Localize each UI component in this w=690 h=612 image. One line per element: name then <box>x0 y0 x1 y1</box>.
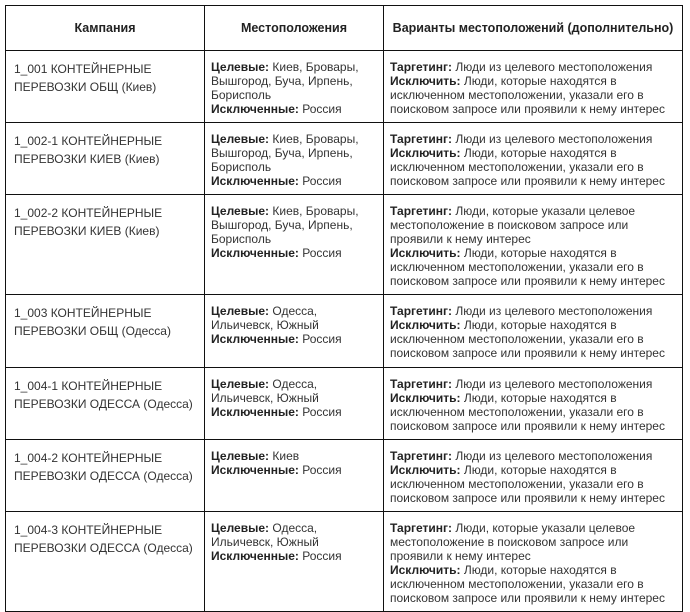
targeting-option <box>390 449 652 463</box>
campaign-locations-table-container <box>5 5 683 612</box>
table-row <box>6 512 683 612</box>
campaign-name: 1_004-1 КОНТЕЙНЕРНЫЕ ПЕРЕВОЗКИ ОДЕССА (Одесса) <box>14 379 193 411</box>
targeting-option <box>390 132 652 146</box>
target-label: Целевые: <box>211 132 270 146</box>
locations-cell <box>205 368 384 440</box>
campaign-name: 1_004-3 КОНТЕЙНЕРНЫЕ ПЕРЕВОЗКИ ОДЕССА (Одесса) <box>14 523 193 555</box>
targeting-value: Люди из целевого местоположения <box>455 377 653 391</box>
exclude-label: Исключить: <box>390 318 461 332</box>
excluded-locations <box>211 174 342 188</box>
locations-cell <box>205 512 384 612</box>
exclude-value: Люди, которые находятся в исключенном местоположении, указали его в поисковом запросе или проявили к нему интерес <box>390 246 665 288</box>
campaign-name: 1_001 КОНТЕЙНЕРНЫЕ ПЕРЕВОЗКИ ОБЩ (Киев) <box>14 62 157 94</box>
table-body <box>6 51 683 612</box>
location-options-cell <box>384 195 683 295</box>
exclude-value: Люди, которые находятся в исключенном местоположении, указали его в поисковом запросе или проявили к нему интерес <box>390 391 665 433</box>
table-row <box>6 295 683 368</box>
targeting-value: Люди, которые указали целевое местоположение в поисковом запросе или проявили к нему интерес <box>390 204 636 246</box>
excluded-label: Исключенные: <box>211 174 299 188</box>
targeting-value: Люди из целевого местоположения <box>455 449 653 463</box>
targeting-option <box>390 521 635 563</box>
location-options-cell <box>384 123 683 195</box>
targeting-option <box>390 304 652 318</box>
exclude-option <box>390 563 665 605</box>
target-label: Целевые: <box>211 521 270 535</box>
targeting-value: Люди, которые указали целевое местоположение в поисковом запросе или проявили к нему интерес <box>390 521 636 563</box>
excluded-label: Исключенные: <box>211 405 299 419</box>
table-row <box>6 440 683 512</box>
campaign-name: 1_002-2 КОНТЕЙНЕРНЫЕ ПЕРЕВОЗКИ КИЕВ (Киев) <box>14 206 163 238</box>
targeting-label: Таргетинг: <box>390 60 453 74</box>
targeting-value: Люди из целевого местоположения <box>455 60 653 74</box>
targeting-label: Таргетинг: <box>390 521 453 535</box>
targeting-option <box>390 60 652 74</box>
targeting-option <box>390 377 652 391</box>
campaign-cell <box>6 440 205 512</box>
location-options-cell <box>384 512 683 612</box>
exclude-value: Люди, которые находятся в исключенном местоположении, указали его в поисковом запросе или проявили к нему интерес <box>390 463 665 505</box>
table-row <box>6 51 683 123</box>
campaign-locations-table <box>5 5 683 612</box>
locations-cell <box>205 440 384 512</box>
excluded-value: Россия <box>302 246 342 260</box>
locations-cell <box>205 51 384 123</box>
excluded-locations <box>211 549 342 563</box>
table-row <box>6 195 683 295</box>
targeting-label: Таргетинг: <box>390 304 453 318</box>
target-locations <box>211 449 299 463</box>
excluded-locations <box>211 102 342 116</box>
exclude-value: Люди, которые находятся в исключенном местоположении, указали его в поисковом запросе или проявили к нему интерес <box>390 318 665 360</box>
campaign-cell <box>6 123 205 195</box>
header-locations: Местоположения <box>205 6 384 51</box>
excluded-value: Россия <box>302 405 342 419</box>
excluded-label: Исключенные: <box>211 332 299 346</box>
exclude-label: Исключить: <box>390 463 461 477</box>
locations-cell <box>205 123 384 195</box>
target-locations <box>211 521 319 549</box>
exclude-value: Люди, которые находятся в исключенном местоположении, указали его в поисковом запросе или проявили к нему интерес <box>390 146 665 188</box>
target-value: Киев <box>272 449 300 463</box>
exclude-option <box>390 318 665 360</box>
target-value: Киев, Бровары, Вышгород, Буча, Ирпень, Борисполь <box>211 132 359 174</box>
excluded-locations <box>211 405 342 419</box>
targeting-label: Таргетинг: <box>390 449 453 463</box>
exclude-label: Исключить: <box>390 146 461 160</box>
exclude-value: Люди, которые находятся в исключенном местоположении, указали его в поисковом запросе или проявили к нему интерес <box>390 563 665 605</box>
header-row <box>6 6 683 51</box>
target-locations <box>211 204 359 246</box>
location-options-cell <box>384 368 683 440</box>
campaign-name: 1_004-2 КОНТЕЙНЕРНЫЕ ПЕРЕВОЗКИ ОДЕССА (Одесса) <box>14 451 193 483</box>
targeting-value: Люди из целевого местоположения <box>455 132 653 146</box>
excluded-locations <box>211 246 342 260</box>
exclude-value: Люди, которые находятся в исключенном местоположении, указали его в поисковом запросе или проявили к нему интерес <box>390 74 665 116</box>
campaign-name: 1_002-1 КОНТЕЙНЕРНЫЕ ПЕРЕВОЗКИ КИЕВ (Киев) <box>14 134 163 166</box>
target-locations <box>211 377 319 405</box>
excluded-label: Исключенные: <box>211 549 299 563</box>
excluded-value: Россия <box>302 549 342 563</box>
excluded-value: Россия <box>302 102 342 116</box>
table-row <box>6 123 683 195</box>
target-label: Целевые: <box>211 204 270 218</box>
target-label: Целевые: <box>211 304 270 318</box>
targeting-option <box>390 204 635 246</box>
exclude-label: Исключить: <box>390 563 461 577</box>
campaign-cell <box>6 195 205 295</box>
targeting-value: Люди из целевого местоположения <box>455 304 653 318</box>
target-label: Целевые: <box>211 377 270 391</box>
header-location-options: Варианты местоположений (дополнительно) <box>384 6 683 51</box>
excluded-locations <box>211 463 342 477</box>
excluded-label: Исключенные: <box>211 463 299 477</box>
excluded-label: Исключенные: <box>211 246 299 260</box>
exclude-label: Исключить: <box>390 246 461 260</box>
excluded-label: Исключенные: <box>211 102 299 116</box>
campaign-cell <box>6 512 205 612</box>
targeting-label: Таргетинг: <box>390 377 453 391</box>
campaign-cell <box>6 295 205 368</box>
exclude-option <box>390 246 665 288</box>
location-options-cell <box>384 51 683 123</box>
target-value: Киев, Бровары, Вышгород, Буча, Ирпень, Борисполь <box>211 204 359 246</box>
exclude-option <box>390 74 665 116</box>
exclude-option <box>390 146 665 188</box>
target-value: Киев, Бровары, Вышгород, Буча, Ирпень, Борисполь <box>211 60 359 102</box>
exclude-option <box>390 463 665 505</box>
exclude-label: Исключить: <box>390 74 461 88</box>
target-value: Одесса, Ильичевск, Южный <box>211 304 319 332</box>
targeting-label: Таргетинг: <box>390 204 453 218</box>
excluded-value: Россия <box>302 174 342 188</box>
header-campaign: Кампания <box>6 6 205 51</box>
target-value: Одесса, Ильичевск, Южный <box>211 377 319 405</box>
location-options-cell <box>384 295 683 368</box>
excluded-value: Россия <box>302 332 342 346</box>
target-locations <box>211 304 319 332</box>
table-row <box>6 368 683 440</box>
location-options-cell <box>384 440 683 512</box>
target-label: Целевые: <box>211 449 270 463</box>
excluded-locations <box>211 332 342 346</box>
exclude-option <box>390 391 665 433</box>
target-value: Одесса, Ильичевск, Южный <box>211 521 319 549</box>
campaign-cell <box>6 368 205 440</box>
locations-cell <box>205 195 384 295</box>
exclude-label: Исключить: <box>390 391 461 405</box>
targeting-label: Таргетинг: <box>390 132 453 146</box>
excluded-value: Россия <box>302 463 342 477</box>
target-locations <box>211 60 359 102</box>
target-label: Целевые: <box>211 60 270 74</box>
campaign-name: 1_003 КОНТЕЙНЕРНЫЕ ПЕРЕВОЗКИ ОБЩ (Одесса) <box>14 306 171 338</box>
target-locations <box>211 132 359 174</box>
locations-cell <box>205 295 384 368</box>
campaign-cell <box>6 51 205 123</box>
